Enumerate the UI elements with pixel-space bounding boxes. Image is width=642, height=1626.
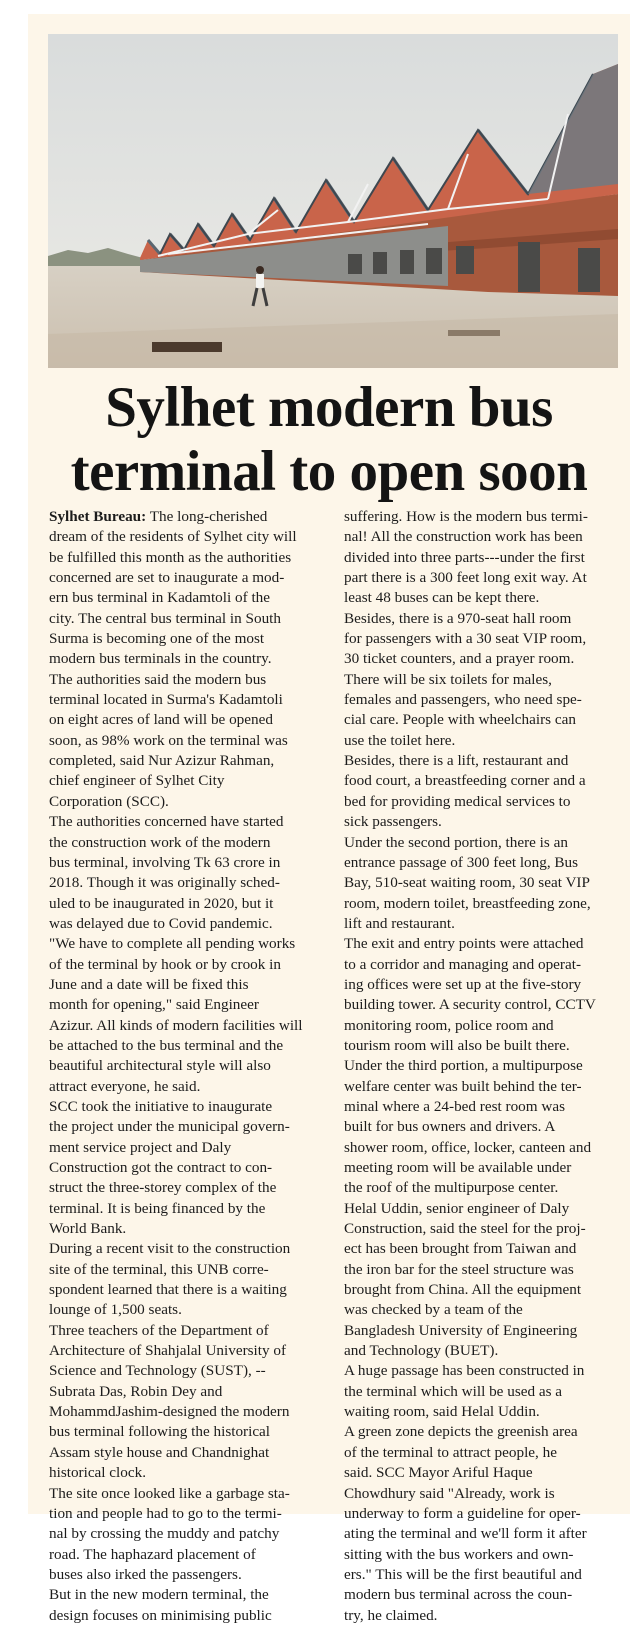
column-line: be attached to the bus terminal and the [49,1036,284,1054]
headline-line-1: Sylhet modern bus [105,376,553,439]
byline: Sylhet Bureau: [49,508,147,525]
column-line: Construction got the contract to con- [49,1159,273,1176]
column-line: Subrata Das, Robin Dey and [49,1382,223,1400]
column-line: struct the three-storey complex of the [49,1179,277,1197]
column-line: June and a date will be fixed this [49,975,249,993]
column-line: Science and Technology (SUST), -- [49,1362,266,1380]
column-line: food court, a breastfeeding corner and a [344,772,586,790]
column-line: part there is a 300 feet long exit way. At [344,569,587,587]
column-line: divided into three parts---under the first [344,548,585,566]
column-line: the construction work of the modern [49,833,271,851]
column-line: chief engineer of Sylhet City [49,772,225,790]
column-line: nal by crossing the muddy and patchy [49,1525,280,1543]
column-line: spondent learned that there is a waiting [49,1281,287,1299]
column-line: meeting room will be available under [344,1159,572,1176]
column-line: Helal Uddin, senior engineer of Daly [344,1199,570,1217]
column-line: modern bus terminals in the country. [49,650,272,668]
column-line: completed, said Nur Azizur Rahman, [49,752,275,770]
column-line: Chowdhury said "Already, work is [344,1484,555,1502]
column-line: site of the terminal, this UNB corre- [49,1260,269,1278]
column-line: 30 ticket counters, and a prayer room. [344,650,575,668]
column-line: "We have to complete all pending works [49,935,296,953]
column-line: terminal located in Surma's Kadamtoli [49,691,283,709]
column-line: The site once looked like a garbage sta- [49,1484,290,1502]
column-line: the roof of the multipurpose center. [344,1179,559,1197]
column-line: be fulfilled this month as the authorities [49,548,292,566]
column-line: city. The central bus terminal in South [49,609,281,627]
column-line: historical clock. [49,1464,146,1482]
headline [28,376,630,504]
column-line: Surma is becoming one of the most [49,630,265,648]
column-line: lift and restaurant. [344,914,455,932]
column-line: month for opening," said Engineer [49,996,259,1014]
column-line: But in the new modern terminal, the [49,1586,269,1604]
column-line: Under the second portion, there is an [344,833,568,851]
column-line: During a recent visit to the construction [49,1240,291,1258]
column-line: ment service project and Daly [49,1138,232,1156]
column-line: Bay, 510-seat waiting room, 30 seat VIP [344,874,590,892]
article-column-right [344,507,612,1626]
column-line: said. SCC Mayor Ariful Haque [344,1464,533,1482]
column-line: Corporation (SCC). [49,792,169,810]
column-line: cial care. People with wheelchairs can [344,711,576,729]
column-line: on eight acres of land will be opened [49,711,273,729]
column-line-text: The long-cherished [149,508,268,525]
column-line: 2018. Though it was originally sched- [49,874,280,892]
column-line: uled to be inaugurated in 2020, but it [49,894,274,912]
column-line: shower room, office, locker, canteen and [344,1138,592,1156]
column-line: was checked by a team of the [344,1301,523,1319]
column-line: entrance passage of 300 feet long, Bus [344,853,579,871]
column-line: of the terminal to attract people, he [344,1443,557,1461]
column-line: use the toilet here. [344,731,456,749]
column-line: road. The haphazard placement of [49,1545,256,1563]
column-line: underway to form a guideline for oper- [344,1504,581,1522]
column-line: the terminal which will be used as a [344,1382,563,1400]
column-line: tourism room will also be built there. [344,1036,570,1054]
column-line: least 48 buses can be kept there. [344,589,540,607]
column-line: Besides, there is a 970-seat hall room [344,609,572,627]
column-line: was delayed due to Covid pandemic. [49,914,273,932]
column-line: Bangladesh University of Engineering [344,1321,578,1339]
column-line: Under the third portion, a multipurpose [344,1057,583,1075]
column-line: concerned are set to inaugurate a mod- [49,569,285,587]
terminal-building-photo [48,34,618,368]
column-line: try, he claimed. [344,1606,438,1624]
column-line: females and passengers, who need spe- [344,691,582,709]
column-line: nal! All the construction work has been [344,528,583,546]
column-line: ers." This will be the first beautiful and [344,1565,582,1583]
column-line: A huge passage has been constructed in [344,1362,585,1380]
column-line: ern bus terminal in Kadamtoli of the [49,589,271,607]
column-line: The exit and entry points were attached [344,935,584,953]
column-line: Assam style house and Chandnighat [49,1443,270,1461]
column-line: sitting with the bus workers and own- [344,1545,574,1563]
column-line: brought from China. All the equipment [344,1281,582,1299]
column-line: SCC took the initiative to inaugurate [49,1097,273,1115]
column-line: tion and people had to go to the termi- [49,1504,282,1522]
column-line: lounge of 1,500 seats. [49,1301,182,1319]
headline-line-2: terminal to open soon [70,440,588,503]
column-line: Architecture of Shahjalal University of [49,1342,287,1360]
column-line: MohammdJashim-designed the modern [49,1403,290,1421]
column-line: Construction, said the steel for the proj- [344,1220,586,1238]
column-line: buses also irked the passengers. [49,1565,242,1583]
column-line: World Bank. [49,1220,127,1238]
column-line: building tower. A security control, CCTV [344,996,596,1014]
column-line: terminal. It is being financed by the [49,1199,266,1217]
column-line: and Technology (BUET). [344,1342,499,1360]
column-line: ating the terminal and we'll form it after [344,1525,587,1543]
column-line: attract everyone, he said. [49,1077,201,1095]
column-line: of the terminal by hook or by crook in [49,955,281,973]
column-line: modern bus terminal across the coun- [344,1586,573,1604]
column-line: beautiful architectural style will also [49,1057,271,1075]
column-line: Besides, there is a lift, restaurant and [344,752,569,770]
column-line: Azizur. All kinds of modern facilities will [49,1016,303,1034]
column-line: bed for providing medical services to [344,792,571,810]
column-line: dream of the residents of Sylhet city will [49,528,297,546]
column-line: soon, as 98% work on the terminal was [49,731,288,749]
column-line: waiting room, said Helal Uddin. [344,1403,540,1421]
newspaper-clipping [28,14,630,1624]
column-line: A green zone depicts the greenish area [344,1423,578,1441]
column-line: room, modern toilet, breastfeeding zone, [344,894,591,912]
photo-illustration [48,34,618,368]
column-line: The authorities said the modern bus [49,670,267,688]
column-line [49,507,317,527]
column-line: for passengers with a 30 seat VIP room, [344,630,587,648]
column-line: The authorities concerned have started [49,813,284,831]
column-line: welfare center was built behind the ter- [344,1077,582,1095]
article-column-left [49,507,317,1626]
column-line: the project under the municipal govern- [49,1118,290,1136]
column-line: suffering. How is the modern bus termi- [344,508,588,525]
column-line: minal where a 24-bed rest room was [344,1097,565,1115]
column-line: There will be six toilets for males, [344,670,552,688]
column-line: ing offices were set up at the five-story [344,975,582,993]
column-line: bus terminal, involving Tk 63 crore in [49,853,281,871]
column-line: monitoring room, police room and [344,1016,554,1034]
column-line: to a corridor and managing and operat- [344,955,582,973]
drain-grate-far [448,330,500,336]
column-line: built for bus owners and drivers. A [344,1118,556,1136]
column-line: the iron bar for the steel structure was [344,1260,574,1278]
column-line: ect has been brought from Taiwan and [344,1240,577,1258]
column-line: design focuses on minimising public [49,1606,272,1624]
column-line: bus terminal following the historical [49,1423,271,1441]
column-line: Three teachers of the Department of [49,1321,269,1339]
column-line: sick passengers. [344,813,442,831]
drain-grate [152,342,222,352]
